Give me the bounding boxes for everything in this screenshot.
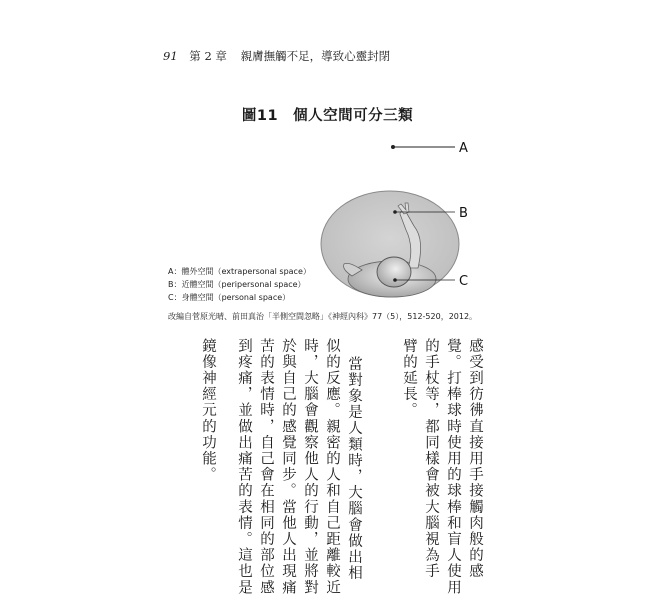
person-head [377, 257, 411, 287]
text-column: 感受到彷彿直接用手接觸肉般的感 [467, 338, 483, 580]
text-column: 時，大腦會觀察他人的行動，並將對 [302, 338, 318, 596]
text-column: 鏡像神經元的功能。 [200, 338, 216, 483]
text-column: 苦的表情時，自己會在相同的部位感 [258, 338, 274, 596]
figure-title: 圖11 個人空間可分三類 [241, 108, 414, 124]
text-column: 當對象是人類時，大腦會做出相 [346, 356, 362, 582]
label-a: A [459, 141, 468, 156]
text-column: 似的反應。親密的人和自己距離較近 [324, 338, 340, 596]
figure-legend [168, 265, 311, 304]
chapter-number: 第 2 章 [189, 49, 227, 63]
text-column: 覺。打棒球時使用的球棒和盲人使用 [445, 338, 461, 596]
leader-dot-a [391, 145, 395, 149]
figure-source-caption: 改編自菅原光晴、前田真治「半側空間忽略」《神經內科》77（5），512-520，2012。 [168, 312, 478, 321]
text-column: 臂的延長。 [401, 338, 417, 419]
text-column: 於與自己的感覺同步。當他人出現痛 [280, 338, 296, 596]
legend-item-b: B：近體空間（peripersonal space） [168, 280, 306, 289]
text-column: 到疼痛，並做出痛苦的表情。這也是 [236, 338, 252, 596]
text-column: 的手杖等，都同樣會被大腦視為手 [423, 338, 439, 580]
label-c: C [459, 274, 469, 289]
legend-item-c: C：身體空間（personal space） [168, 293, 291, 302]
label-b: B [459, 206, 468, 221]
leader-dot-c [393, 278, 397, 282]
chapter-title: 親膚撫觸不足，導致心靈封閉 [240, 49, 391, 63]
page-number: 91 [163, 49, 178, 63]
legend-item-a: A：體外空間（extrapersonal space） [168, 267, 311, 276]
leader-dot-b [393, 210, 397, 214]
